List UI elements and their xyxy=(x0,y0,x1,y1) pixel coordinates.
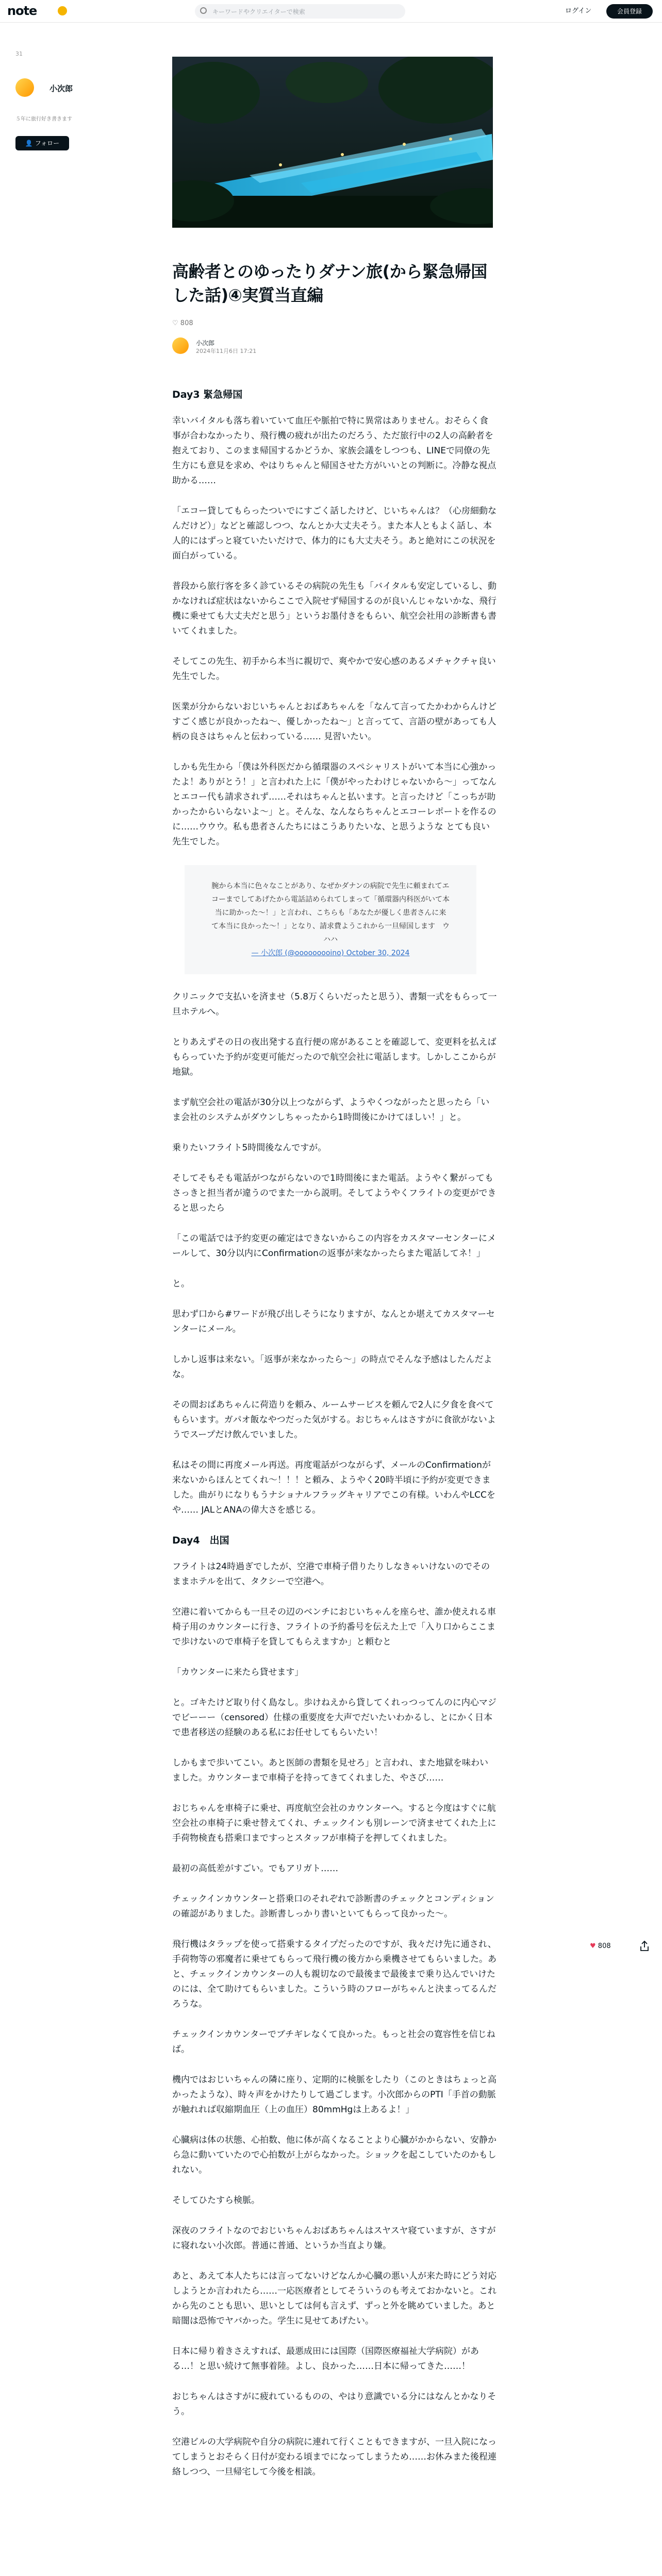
like-count: 808 xyxy=(180,319,193,327)
share-icon[interactable] xyxy=(639,1940,650,1952)
paragraph: 思わず口から#ワードが飛び出しそうになりますが、なんとか堪えてカスタマーセンターにメール。 xyxy=(172,1309,495,1334)
paragraph: 飛行機はタラップを使って搭乗するタイプだったのですが、我々だけ先に通され、手荷物等の邪魔者に乗せてもらって飛行機の後方から乗機させてもらいました。あと、チェックインカウンターの人も親切なので最後まで最後まで乗り込んでいけたのには、全て助けてもらいました。こういう時のフローがちゃんと決まってるんだろうな。 xyxy=(172,1939,496,2009)
author-avatar[interactable] xyxy=(172,337,189,354)
paragraph: クリニックで支払いを済ませ（5.8万くらいだったと思う）、書類一式をもらって一旦ホテルへ。 xyxy=(172,992,497,1017)
paragraph: そしてこの先生、初手から本当に親切で、爽やかで安心感のあるメチャクチャ良い先生でした。 xyxy=(172,656,496,682)
paragraph: まず航空会社の電話が30分以上つながらず、ようやくつながったと思ったら「いま会社のシステムがダウンしちゃったから1時間後にかけてほしい！」と。 xyxy=(172,1097,490,1123)
paragraph: と。 xyxy=(172,1279,190,1289)
paragraph: 「この電話では予約変更の確定はできないからこの内容をカスタマーセンターにメールして、30分以内にConfirmationの返事が来なかったらまた電話してネ！」 xyxy=(172,1233,496,1259)
paragraph: おじちゃんはさすがに疲れているものの、やはり意識でいる分にはなんとかなりそう。 xyxy=(172,2392,496,2417)
register-button[interactable]: 会員登録 xyxy=(606,4,653,19)
paragraph: そしてそもそも電話がつながらないので1時間後にまた電話。ようやく繋がってもさっきと担当者が違うのでまた一から説明。そしてようやくフライトの変更ができると思ったら xyxy=(172,1173,496,1213)
paragraph: 最初の高低差がすごい。でもアリガト…… xyxy=(172,1863,339,1874)
heart-icon: ♡ xyxy=(172,319,178,327)
top-header xyxy=(0,0,662,23)
article-body xyxy=(172,387,497,2495)
like-button[interactable] xyxy=(172,319,193,327)
author-name[interactable]: 小次郎 xyxy=(196,340,215,347)
paragraph: とりあえずその日の夜出発する直行便の席があることを確認して、変更料を払えばもらっていた予約が変更可能だったので航空会社に電話します。しかしここからが地獄。 xyxy=(172,1037,496,1077)
paragraph: その間おばあちゃんに荷造りを頼み、ルームサービスを頼んで2人に夕食を食べてもらいます。ガパオ飯なやつだった気がする。おじちゃんはさすがに食欲がないようでスープだけ飲んでいました。 xyxy=(172,1400,496,1440)
paragraph: 乗りたいフライト5時間後なんですが。 xyxy=(172,1143,327,1153)
note-logo[interactable]: note xyxy=(7,4,37,18)
paragraph: 医業が分からないおじいちゃんとおばあちゃんを「なんて言ってたかわからんけどすごく感じが良かったね〜、優しかったね〜」と言ってて、言語の壁があっても人柄の良さはちゃんと伝わっている…… 見習いたい。 xyxy=(172,702,496,742)
paragraph: と。ゴキたけど取り付く島なし。歩けねえから貸してくれっつってんのに内心マジでビーーー（censored）仕様の重要度を大声でだいたいわかるし、とにかく日本で患者移送の経験のある私にお任せしてもらいたい！ xyxy=(172,1698,496,1738)
paragraph: フライトは24時過ぎでしたが、空港で車椅子借りたりしなきゃいけないのでそのままホテルを出て、タクシーで空港へ。 xyxy=(172,1562,490,1587)
paragraph: あと、あえて本人たちには言ってないけどなんか心臓の悪い人が来た時にどう対応しようとか言われたら……一応医療者としてそういうのも考えておかないと。これから先のことも思い、思いとしては何も言えず、ずっと外を眺めていました。あと暗闇は恐怖でヤバかった。学生に見せてあげたい。 xyxy=(172,2271,496,2326)
avatar[interactable] xyxy=(15,78,34,97)
hero-image xyxy=(172,57,493,228)
paragraph: 幸いバイタルも落ち着いていて血圧や脈拍で特に異常はありません。おそらく食事が合わなかったり、飛行機の疲れが出たのだろう、ただ旅行中の2人の高齢者を抱えており、このまま帰国するかどうか、家族会議をしつつも、LINEで同僚の先生方にも意見を求め、やはりちゃんと帰国させた方がいいとの判断に。冷静な視点助かる…… xyxy=(172,416,496,486)
paragraph: 深夜のフライトなのでおじいちゃんおばあちゃんはスヤスヤ寝ていますが、さすがに寝れない小次郎。普通に普通、というか当直より嫌。 xyxy=(172,2226,496,2251)
paragraph: チェックインカウンターと搭乗口のそれぞれで診断書のチェックとコンディションの確認がありました。診断書しっかり書いといてもらって良かった〜。 xyxy=(172,1894,494,1919)
login-link[interactable]: ログイン xyxy=(565,7,592,15)
paragraph: チェックインカウンターでブチギレなくて良かった。もっと社会の寛容性を信じねば。 xyxy=(172,2029,495,2055)
paragraph: 「カウンターに来たら貸せます」 xyxy=(172,1667,304,1677)
paragraph: 心臓病は体の状態、心拍数、他に体が高くなることより心臓がかからない、安静から急に動いていたので心拍数が上がらなかった。ショックを起こしていたのかもしれない。 xyxy=(172,2135,496,2175)
tweet-text: 腕から本当に色々なことがあり、なぜかダナンの病院で先生に頼まれてエコーまでしてあげたから電話詰められてしまって「循環器内科医がいて本当に助かった〜！」と言われ、こちらも「あなたが優しく患者さんに来て本当に良かった〜！」となり、請求費ようこれから一旦帰国します ウハハ xyxy=(211,882,450,944)
sidebar-number: 31 xyxy=(15,50,23,57)
paragraph: 空港に着いてからも一旦その辺のベンチにおじいちゃんを座らせ、誰か使えれる車椅子用のカウンターに行き、フライトの予約番号を伝えた上で「入り口からここまで歩けないので車椅子を貸してもらえますか」と頼むと xyxy=(172,1607,496,1647)
search-input[interactable] xyxy=(195,4,405,19)
tweet-link[interactable]: — 小次郎 (@ooooooooino) October 30, 2024 xyxy=(251,949,410,957)
sidebar-author-name[interactable]: 小次郎 xyxy=(49,84,73,93)
paragraph: 日本に帰り着きさえすれば、最悪成田には国際（国際医療福祉大学病院）がある…！と思い続けて無事着陸。よし、良かった……日本に帰ってきた……！ xyxy=(172,2346,479,2371)
paragraph: 機内ではおじいちゃんの隣に座り、定期的に検脈をしたり（このときはちょっと高かったような）、時々声をかけたりして過ごします。小次郎からのPTI「手首の動脈が触れれば収縮期血圧（上の血圧）80mmHgは上あるよ！」 xyxy=(172,2075,496,2115)
paragraph: しかもまで歩いてこい。あと医師の書類を見せろ」と言われ、また地獄を味わいました。カウンターまで車椅子を持ってきてくれました、やさぴ…… xyxy=(172,1758,489,1783)
follow-label: フォロー xyxy=(35,140,60,147)
search-placeholder: キーワードやクリエイターで検索 xyxy=(212,8,305,15)
heart-icon: ♥ xyxy=(590,1942,596,1950)
paragraph: 空港ビルの大学病院や自分の病院に連れて行くこともできますが、一旦入院になってしまうとおそらく日付が変わる頃までになってしまうため……お休みまた後程連絡しつつ、一旦帰宅して今後を相談。 xyxy=(172,2437,496,2477)
floating-like-button[interactable] xyxy=(590,1942,611,1950)
paragraph: おじちゃんを車椅子に乗せ、再度航空会社のカウンターへ。すると今度はすぐに航空会社の車椅子に乗せ替えてくれ、チェックインも別レーンで済ませてくれた上に手荷物検査も搭乗口まですっとスタッフが車椅子を押してくれました。 xyxy=(172,1803,496,1843)
section-heading: Day4 出国 xyxy=(172,1535,229,1546)
floating-like-count: 808 xyxy=(598,1942,611,1950)
paragraph: 「エコー貸してもらったついでにすごく話したけど、じいちゃんは？（心房細動なんだけど）」などと確認しつつ、なんとか大丈夫そう。また本人ともよく話し、本人的にはずっと寝ていたいだけで、体力的にも大丈夫そう。あと絶対にこの状況を面白がっている。 xyxy=(172,506,496,561)
sidebar-description: ５年に旅行好き書きます xyxy=(15,116,72,122)
paragraph: しかし返事は来ない。「返事が来なかったら〜」の時点でそんな予感はしたんだよな。 xyxy=(172,1354,492,1380)
article-title: 高齢者とのゆったりダナン旅(から緊急帰国した話)④実質当直編 xyxy=(172,262,487,305)
resort-pool-image xyxy=(172,57,493,228)
paragraph: しかも先生から「僕は外科医だから循環器のスペシャリストがいて本当に心強かったよ！ありがとう！」と言われた上に「僕がやったわけじゃないから〜」ってなんとエコー代も請求されず……それはちゃんと払います。と言ったけど「こっちが助かったからいらないよ〜」と。そんな、なんならちゃんとエコーレポートを作るのに……ウウウ。私も患者さんたちにはこうありたいな、と思うような とても良い先生でした。 xyxy=(172,762,496,847)
sidebar xyxy=(15,50,93,57)
logo-face-icon xyxy=(58,6,67,15)
embedded-tweet xyxy=(185,865,476,974)
publish-date: 2024年11月6日 17:21 xyxy=(196,348,257,354)
paragraph: 普段から旅行客を多く診ているその病院の先生も「バイタルも安定しているし、動かなければ症状はないからここで入院せず帰国するのが良いんじゃないかな、飛行機に乗せても大丈夫だと思う」というお墨付きをもらい、航空会社用の診断書も書いてくれました。 xyxy=(172,581,496,636)
search-icon xyxy=(200,7,207,14)
paragraph: 私はその間に再度メール再送。再度電話がつながらず、メールのConfirmationが来ないからほんとてくれ〜！！！と頼み、ようやく20時半頃に予約が変更できました。曲がりになりもうナショナルフラッグキャリアでこの有様。いわんやLCCをや…… JALとANAの偉大さを感じる。 xyxy=(172,1460,495,1515)
section-heading: Day3 緊急帰国 xyxy=(172,389,243,400)
add-user-icon: 👤 xyxy=(25,140,33,147)
paragraph: そしてひたすら検脈。 xyxy=(172,2195,260,2206)
follow-button[interactable] xyxy=(15,136,69,150)
